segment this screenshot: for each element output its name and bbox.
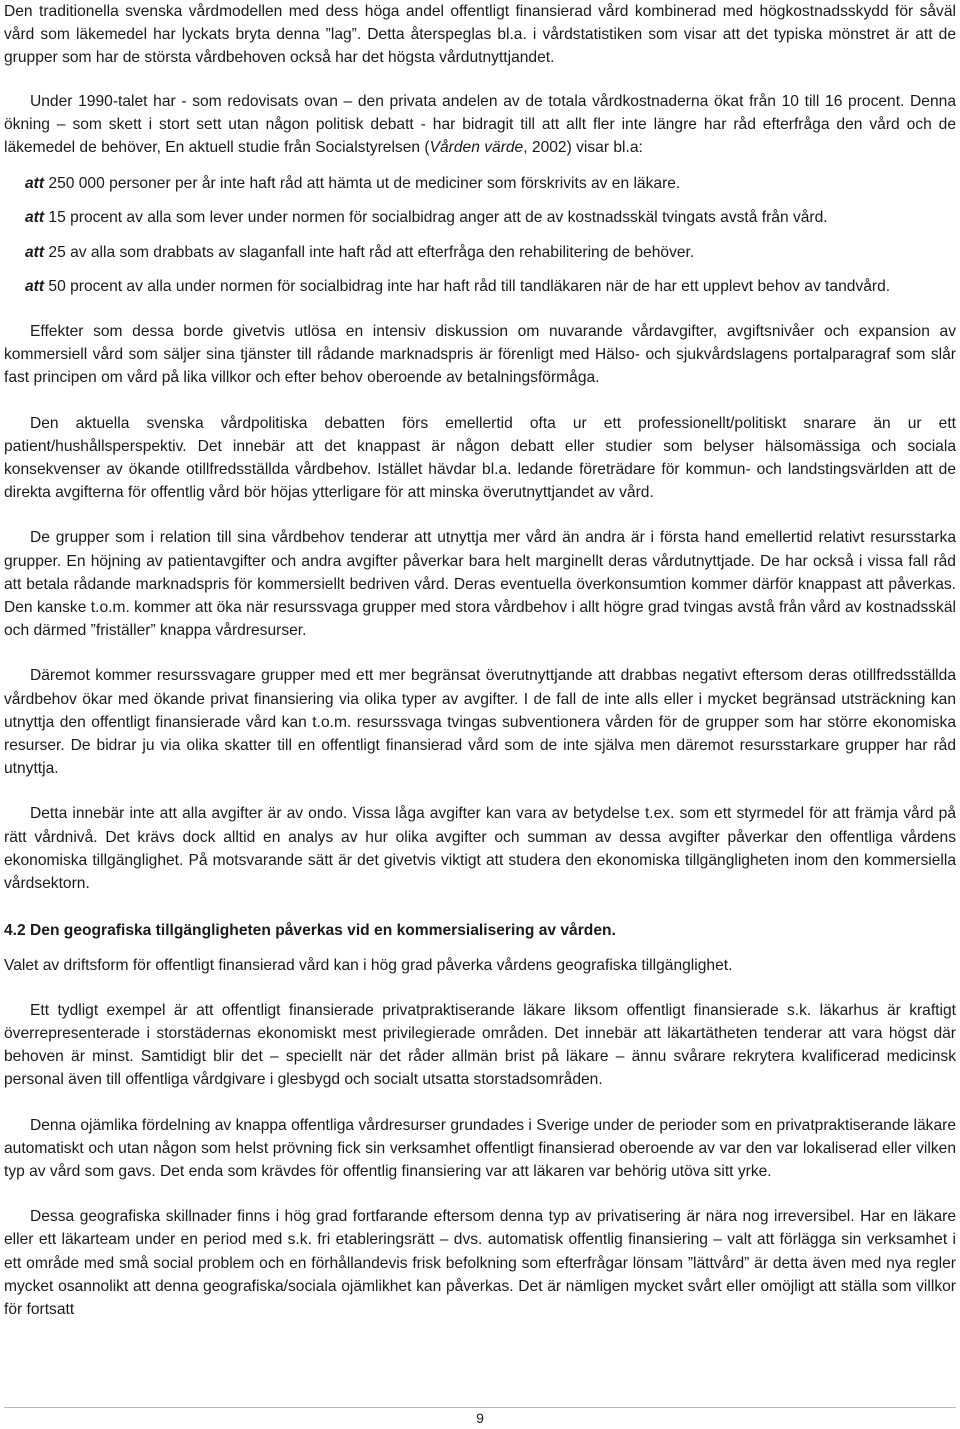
- finding-marker: att: [25, 243, 45, 261]
- footer-divider: [4, 1407, 956, 1408]
- finding-item: [4, 241, 956, 264]
- finding-item: [4, 275, 956, 298]
- paragraph-5: De grupper som i relation till sina vårdbehov tenderar att utnyttja mer vård än andra är i första hand emellertid relativt resursstarka grupper. En höjning av patientavgifter och andra avgifter påverkar bara helt marginellt deras vårdutnyttjade. De har också i vissa fall råd att betala rådande marknadspris för kommersiellt bedriven vård. Deras eventuella överkonsumtion kommer därför knappast att påverkas. Den kanske t.o.m. kommer att öka när resurssvaga grupper med stora vårdbehov i allt högre grad tvingas avstå från vård av kostnadsskäl och därmed ”friställer” knappa vårdresurser.: [4, 529, 956, 640]
- page-body: [4, 0, 956, 1321]
- section-heading: 4.2 Den geografiska tillgängligheten påverkas vid en kommersialisering av vården.: [4, 922, 616, 940]
- paragraph-2-source-title: Vården värde: [429, 139, 524, 157]
- paragraph-2: [4, 90, 956, 160]
- finding-text: 250 000 personer per år inte haft råd att hämta ut de mediciner som förskrivits av en läkare.: [44, 175, 681, 193]
- paragraph-7: Detta innebär inte att alla avgifter är av ondo. Vissa låga avgifter kan vara av betydelse t.ex. som ett styrmedel för att främja vård på rätt vårdnivå. Det krävs dock alltid en analys av hur olika avgifter och summan av dessa avgifter påverkar den offentliga vårdens ekonomiska tillgänglighet. På motsvarande sätt är det givetvis viktigt att studera den ekonomiska tillgängligheten inom den kommersiella vårdsektorn.: [4, 805, 956, 893]
- finding-text: 15 procent av alla som lever under normen för socialbidrag anger att de av kostnadsskäl tvingats avstå från vård.: [44, 209, 828, 227]
- paragraph-10: Denna ojämlika fördelning av knappa offentliga vårdresurser grundades i Sverige under de perioder som en privatpraktiserande läkare automatiskt och utan någon som helst prövning fick sin verksamhet offentligt finansierad oberoende av var den var lokaliserad eller vilken typ av vård som gavs. Det enda som krävdes för offentlig finansiering var att läkaren var behörig utöva sitt yrke.: [4, 1116, 956, 1180]
- finding-item: [4, 172, 956, 195]
- finding-text: 50 procent av alla under normen för socialbidrag inte har haft råd till tandläkaren när de har ett upplevt behov av tandvård.: [44, 277, 891, 295]
- finding-marker: att: [25, 209, 45, 227]
- paragraph-1: Den traditionella svenska vårdmodellen med dess höga andel offentligt finansierad vård kombinerad med högkostnadsskydd för såväl vård som läkemedel har lyckats bryta denna ”lag”. Detta återspeglas bl.a. i vårdstatistiken som visar att det typiska mönstret är att de grupper som har de största vårdbehoven också har det högsta vårdutnyttjandet.: [4, 3, 956, 67]
- paragraph-4: Den aktuella svenska vårdpolitiska debatten förs emellertid ofta ur ett professionellt/politiskt snarare än ur ett patient/hushållsperspektiv. Det innebär att det knappast är någon debatt eller studier som belyser hälsomässiga och sociala konsekvenser av ökande otillfredsställda vårdbehov. Istället hävdar bl.a. ledande företrädare för kommun- och landstingsvärlden att de direkta avgifterna för offentlig vård bör höjas ytterligare för att minska överutnyttjandet av vård.: [4, 414, 956, 502]
- finding-text: 25 av alla som drabbats av slaganfall inte haft råd att efterfråga den rehabilitering de behöver.: [44, 243, 695, 261]
- paragraph-8: Valet av driftsform för offentligt finansierad vård kan i hög grad påverka vårdens geografiska tillgänglighet.: [4, 956, 733, 974]
- paragraph-3: Effekter som dessa borde givetvis utlösa en intensiv diskussion om nuvarande vårdavgifter, avgiftsnivåer och expansion av kommersiell vård som säljer sina tjänster till rådande marknadspris är förenligt med Hälso- och sjukvårdslagens portalparagraf som slår fast principen om vård på lika villkor och efter behov oberoende av betalningsförmåga.: [4, 323, 956, 387]
- finding-item: [4, 206, 956, 229]
- finding-marker: att: [25, 277, 45, 295]
- paragraph-2-text-b: , 2002) visar bl.a:: [523, 139, 643, 157]
- paragraph-11: Dessa geografiska skillnader finns i hög grad fortfarande eftersom denna typ av privatisering är nära nog irreversibel. Har en läkare eller ett läkarteam under en period med s.k. fri etableringsrätt – dvs. automatisk offentlig finansiering – valt att förlägga sin verksamhet i ett område med små social problem och en förhållandevis frisk befolkning som efterfrågar lönsam ”lättvård” är detta även med nya regler mycket osannolikt att denna geografiska/sociala ojämlikhet kan påverkas. Det är nämligen mycket svårt eller omöjligt att ställa som villkor för fortsatt: [4, 1208, 956, 1318]
- finding-marker: att: [25, 175, 45, 193]
- paragraph-2-text-a: Under 1990-talet har - som redovisats ovan – den privata andelen av de totala vårdkostnaderna ökat från 10 till 16 procent. Denna ökning – som skett i stort sett utan någon politisk debatt - har bidragit till att allt fler inte längre har råd efterfråga den vård och de läkemedel de behöver, En aktuell studie från Socialstyrelsen (: [4, 92, 956, 157]
- paragraph-6: Däremot kommer resurssvagare grupper med ett mer begränsat överutnyttjande att drabbas negativt eftersom deras otillfredsställda vårdbehov ökar med ökande privat finansiering via olika typer av avgifter. I de fall de inte alls eller i mycket begränsad utsträckning kan utnyttja den offentligt finansierade vård kan t.o.m. resurssvaga tvingas subventionera vården för de grupper som har större ekonomiska resurser. De bidrar ju via olika skatter till en offentligt finansierad vård som de inte själva men däremot resursstarkare grupper har råd utnyttja.: [4, 667, 956, 778]
- paragraph-9: Ett tydligt exempel är att offentligt finansierade privatpraktiserande läkare liksom offentligt finansierade s.k. läkarhus är kraftigt överrepresenterade i storstädernas ekonomiskt mest privilegierade områden. Det innebär att läkartätheten tenderar att vara högst där behoven är minst. Samtidigt blir det – speciellt när det råder allmän brist på läkare – ännu svårare rekrytera kvalificerad medicinsk personal även till offentliga vårdgivare i glesbygd och socialt utsatta storstadsområden.: [4, 1001, 956, 1089]
- findings-list: [4, 172, 956, 298]
- page-number: 9: [476, 1410, 484, 1426]
